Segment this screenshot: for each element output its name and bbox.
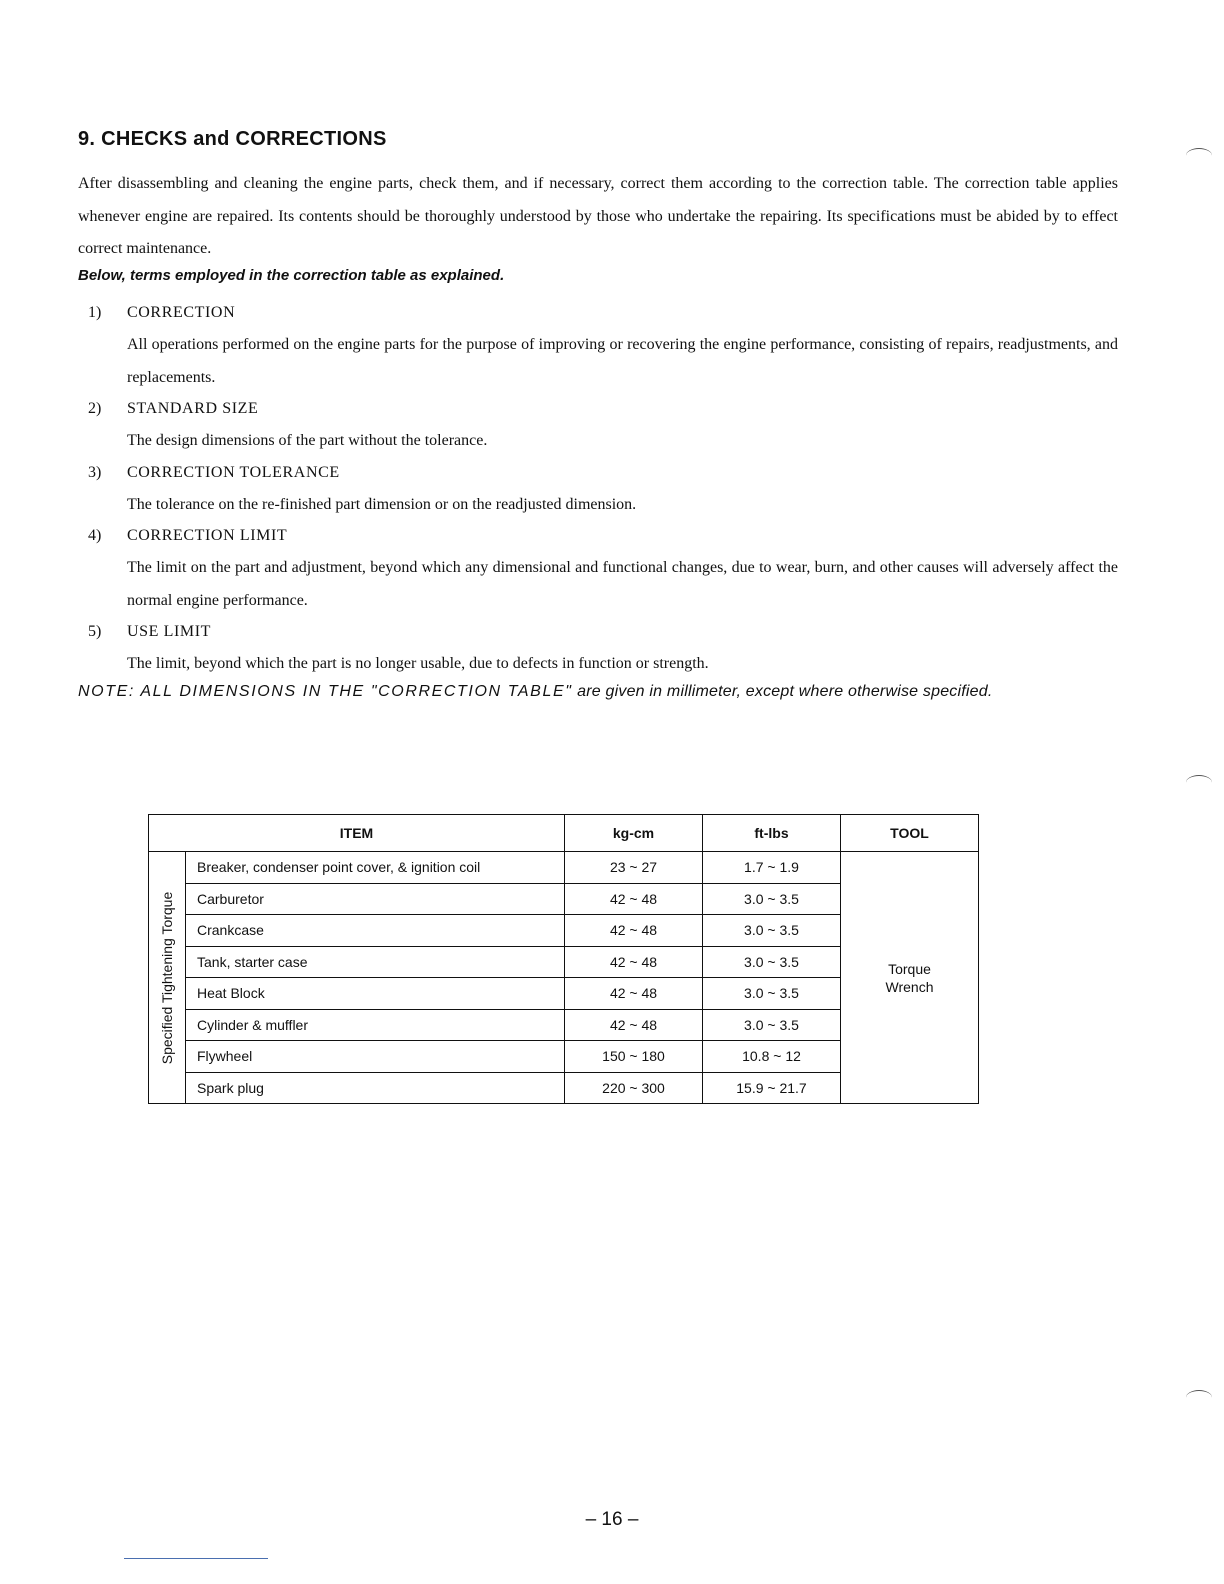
kgcm-cell: 23 ~ 27	[565, 852, 703, 884]
item-cell: Heat Block	[186, 978, 565, 1010]
binding-mark	[1186, 1390, 1212, 1405]
definition-description: The design dimensions of the part without the tolerance.	[127, 432, 488, 449]
item-cell: Tank, starter case	[186, 946, 565, 978]
definition-term: USE LIMIT	[127, 623, 212, 640]
kgcm-cell: 220 ~ 300	[565, 1072, 703, 1104]
ftlbs-cell: 1.7 ~ 1.9	[703, 852, 841, 884]
definition-number: 4)	[88, 527, 102, 544]
kgcm-cell: 42 ~ 48	[565, 915, 703, 947]
ftlbs-cell: 15.9 ~ 21.7	[703, 1072, 841, 1104]
ftlbs-cell: 3.0 ~ 3.5	[703, 978, 841, 1010]
ftlbs-cell: 3.0 ~ 3.5	[703, 1009, 841, 1041]
dimensions-note-suffix: are given in millimeter, except where otherwise specified.	[572, 683, 993, 700]
intro-paragraph: After disassembling and cleaning the engine parts, check them, and if necessary, correct them according to the correction table. The correction table applies whenever engine are repaired. Its contents should be thoroughly understood by those who undertake the repairing. Its specifications must be abided by to effect correct maintenance.	[78, 175, 1118, 257]
item-cell: Flywheel	[186, 1041, 565, 1073]
definition-description: The tolerance on the re-finished part dimension or on the readjusted dimension.	[127, 496, 637, 513]
binding-mark	[1186, 775, 1212, 790]
dimensions-note	[78, 683, 993, 701]
definition-number: 3)	[88, 464, 102, 481]
definition-description: The limit on the part and adjustment, beyond which any dimensional and functional changes, due to wear, burn, and other causes will adversely affect the normal engine performance.	[127, 559, 1118, 609]
tool-label: Torque Wrench	[885, 960, 934, 995]
kgcm-cell: 42 ~ 48	[565, 883, 703, 915]
table-header-row	[149, 815, 979, 852]
item-cell: Cylinder & muffler	[186, 1009, 565, 1041]
kgcm-cell: 150 ~ 180	[565, 1041, 703, 1073]
ftlbs-cell: 3.0 ~ 3.5	[703, 883, 841, 915]
kgcm-cell: 42 ~ 48	[565, 946, 703, 978]
ftlbs-cell: 3.0 ~ 3.5	[703, 915, 841, 947]
kgcm-cell: 42 ~ 48	[565, 978, 703, 1010]
definition-term: STANDARD SIZE	[127, 400, 259, 417]
terms-note: Below, terms employed in the correction table as explained.	[78, 267, 505, 284]
binding-mark	[1186, 148, 1212, 163]
item-cell: Carburetor	[186, 883, 565, 915]
section-heading: 9. CHECKS and CORRECTIONS	[78, 128, 387, 150]
ftlbs-cell: 3.0 ~ 3.5	[703, 946, 841, 978]
page-number: – 16 –	[585, 1509, 639, 1530]
tool-cell	[841, 852, 979, 1104]
header-tool: TOOL	[841, 815, 979, 852]
dimensions-note-prefix: NOTE: ALL DIMENSIONS IN THE "CORRECTION TABLE"	[78, 683, 573, 700]
footer-rule	[124, 1558, 268, 1559]
table-row	[149, 852, 979, 884]
item-cell: Spark plug	[186, 1072, 565, 1104]
torque-table	[148, 814, 979, 1104]
definition-term: CORRECTION LIMIT	[127, 527, 288, 544]
definition-term: CORRECTION TOLERANCE	[127, 464, 340, 481]
definition-number: 2)	[88, 400, 102, 417]
side-label: Specified Tightening Torque	[159, 891, 175, 1064]
header-ftlbs: ft-lbs	[703, 815, 841, 852]
definition-term: CORRECTION	[127, 304, 236, 321]
item-cell: Crankcase	[186, 915, 565, 947]
kgcm-cell: 42 ~ 48	[565, 1009, 703, 1041]
item-cell: Breaker, condenser point cover, & ignition coil	[186, 852, 565, 884]
header-item: ITEM	[149, 815, 565, 852]
ftlbs-cell: 10.8 ~ 12	[703, 1041, 841, 1073]
definition-description: The limit, beyond which the part is no longer usable, due to defects in function or strength.	[127, 655, 709, 672]
definition-description: All operations performed on the engine parts for the purpose of improving or recovering the engine performance, consisting of repairs, readjustments, and replacements.	[127, 336, 1118, 386]
side-label-cell	[149, 852, 186, 1104]
definition-number: 5)	[88, 623, 102, 640]
definition-number: 1)	[88, 304, 102, 321]
header-kgcm: kg-cm	[565, 815, 703, 852]
